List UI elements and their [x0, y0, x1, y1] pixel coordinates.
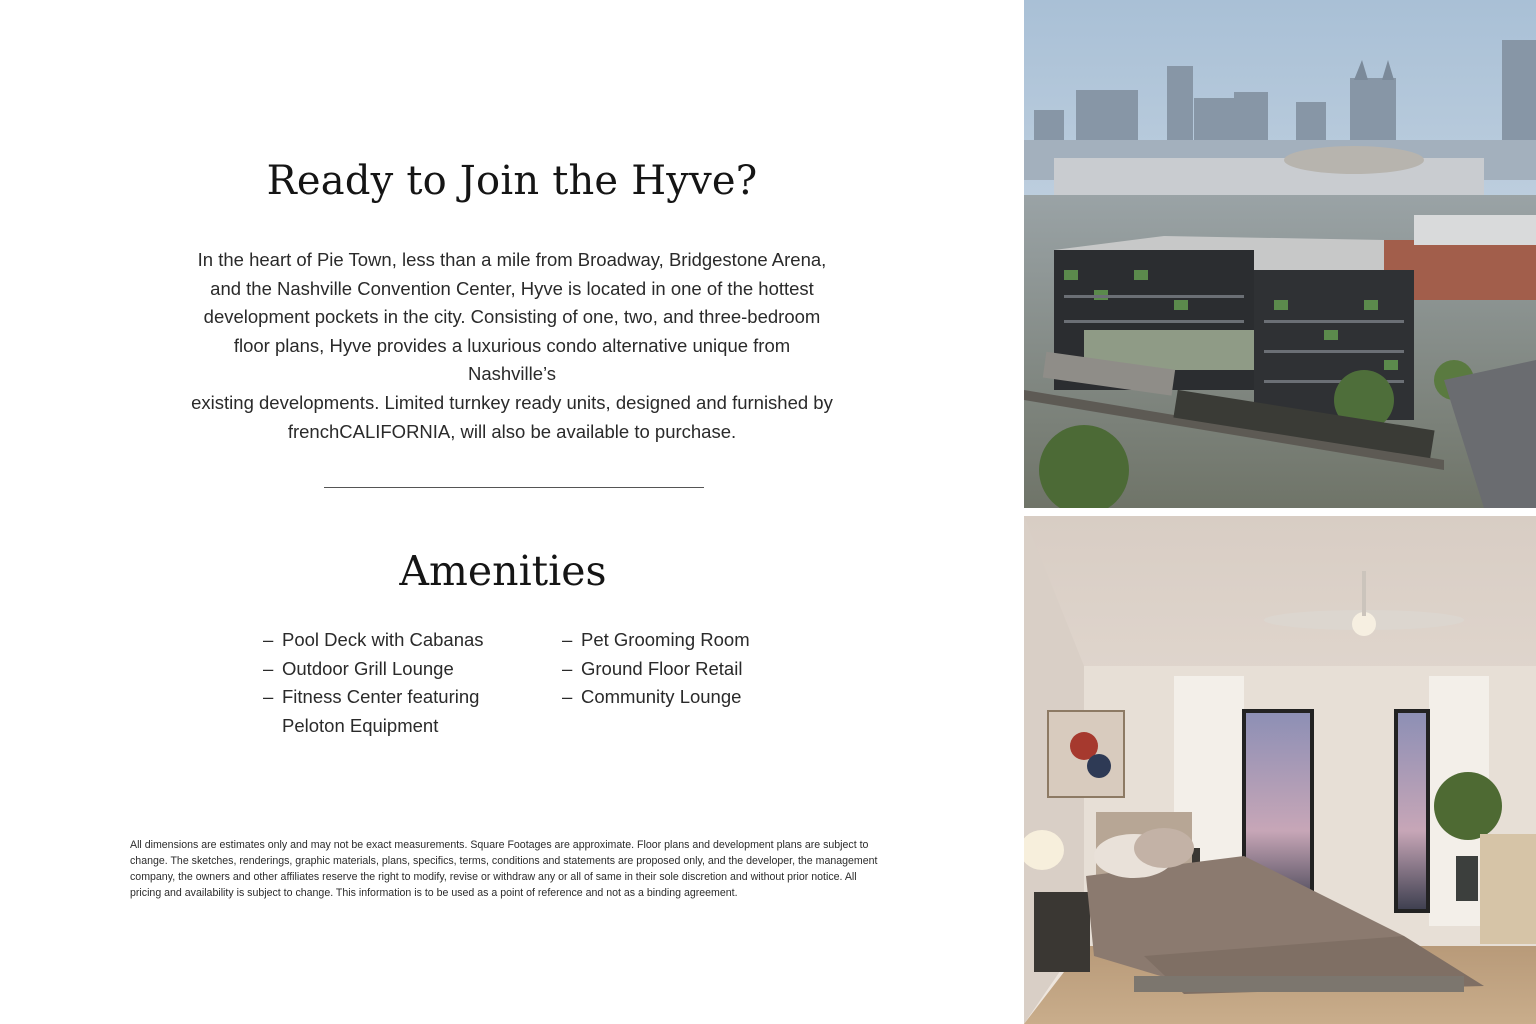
amenity-label: Ground Floor Retail [581, 657, 743, 679]
dash-bullet: – [562, 657, 573, 679]
dash-bullet: – [562, 629, 573, 650]
amenity-item [562, 626, 812, 655]
legal-disclaimer [130, 837, 890, 901]
skyline-illustration [1024, 0, 1536, 508]
amenity-label: Pet Grooming Room [581, 629, 750, 650]
intro-line: development pockets in the city. Consisting of one, two, and three-bedroom [203, 306, 821, 328]
amenity-label: Pool Deck with Cabanas [282, 629, 484, 650]
disclaimer-line: pricing and availability is subject to change. This information is to be used as a point of reference and not as a binding agreement. [130, 887, 738, 899]
page-title: Ready to Join the Hyve? [266, 158, 758, 204]
amenity-label: Fitness Center featuring [282, 686, 480, 708]
disclaimer-line: change. The sketches, renderings, graphic materials, plans, specifics, terms, conditions and statements are proposed only, and the developer, the management [130, 855, 878, 867]
amenities-title: Amenities [399, 547, 607, 595]
disclaimer-line: company, the owners and other affiliates reserve the right to modify, revise or withdraw any or all of same in their sole discretion and without prior notice. All [130, 871, 857, 883]
intro-line: existing developments. Limited turnkey ready units, designed and furnished by [191, 391, 833, 413]
amenity-item [263, 683, 513, 740]
amenities-list-right [562, 626, 812, 712]
amenity-label-continued: Peloton Equipment [282, 714, 439, 736]
amenity-item [263, 655, 513, 684]
amenity-item [562, 683, 812, 712]
intro-line: floor plans, Hyve provides a luxurious condo alternative unique from Nashville’s [233, 334, 791, 385]
bedroom-illustration [1024, 516, 1536, 1024]
amenity-item [263, 626, 513, 655]
amenity-label: Community Lounge [581, 686, 742, 708]
dash-bullet: – [263, 657, 274, 679]
disclaimer-line: All dimensions are estimates only and may not be exact measurements. Square Footages are approximate. Floor plans and development plans are subject to [130, 839, 869, 851]
intro-line: and the Nashville Convention Center, Hyve is located in one of the hottest [210, 277, 814, 299]
intro-paragraph [190, 246, 834, 446]
amenities-list-left [263, 626, 513, 740]
amenity-item [562, 655, 812, 684]
dash-bullet: – [263, 629, 274, 650]
section-divider [324, 487, 704, 488]
building-aerial-rendering [1024, 0, 1536, 508]
dash-bullet: – [263, 686, 274, 708]
intro-line: In the heart of Pie Town, less than a mile from Broadway, Bridgestone Arena, [197, 249, 827, 270]
intro-line: frenchCALIFORNIA, will also be available to purchase. [287, 420, 737, 442]
dash-bullet: – [562, 686, 573, 708]
bedroom-rendering [1024, 516, 1536, 1024]
amenity-label: Outdoor Grill Lounge [282, 657, 454, 679]
